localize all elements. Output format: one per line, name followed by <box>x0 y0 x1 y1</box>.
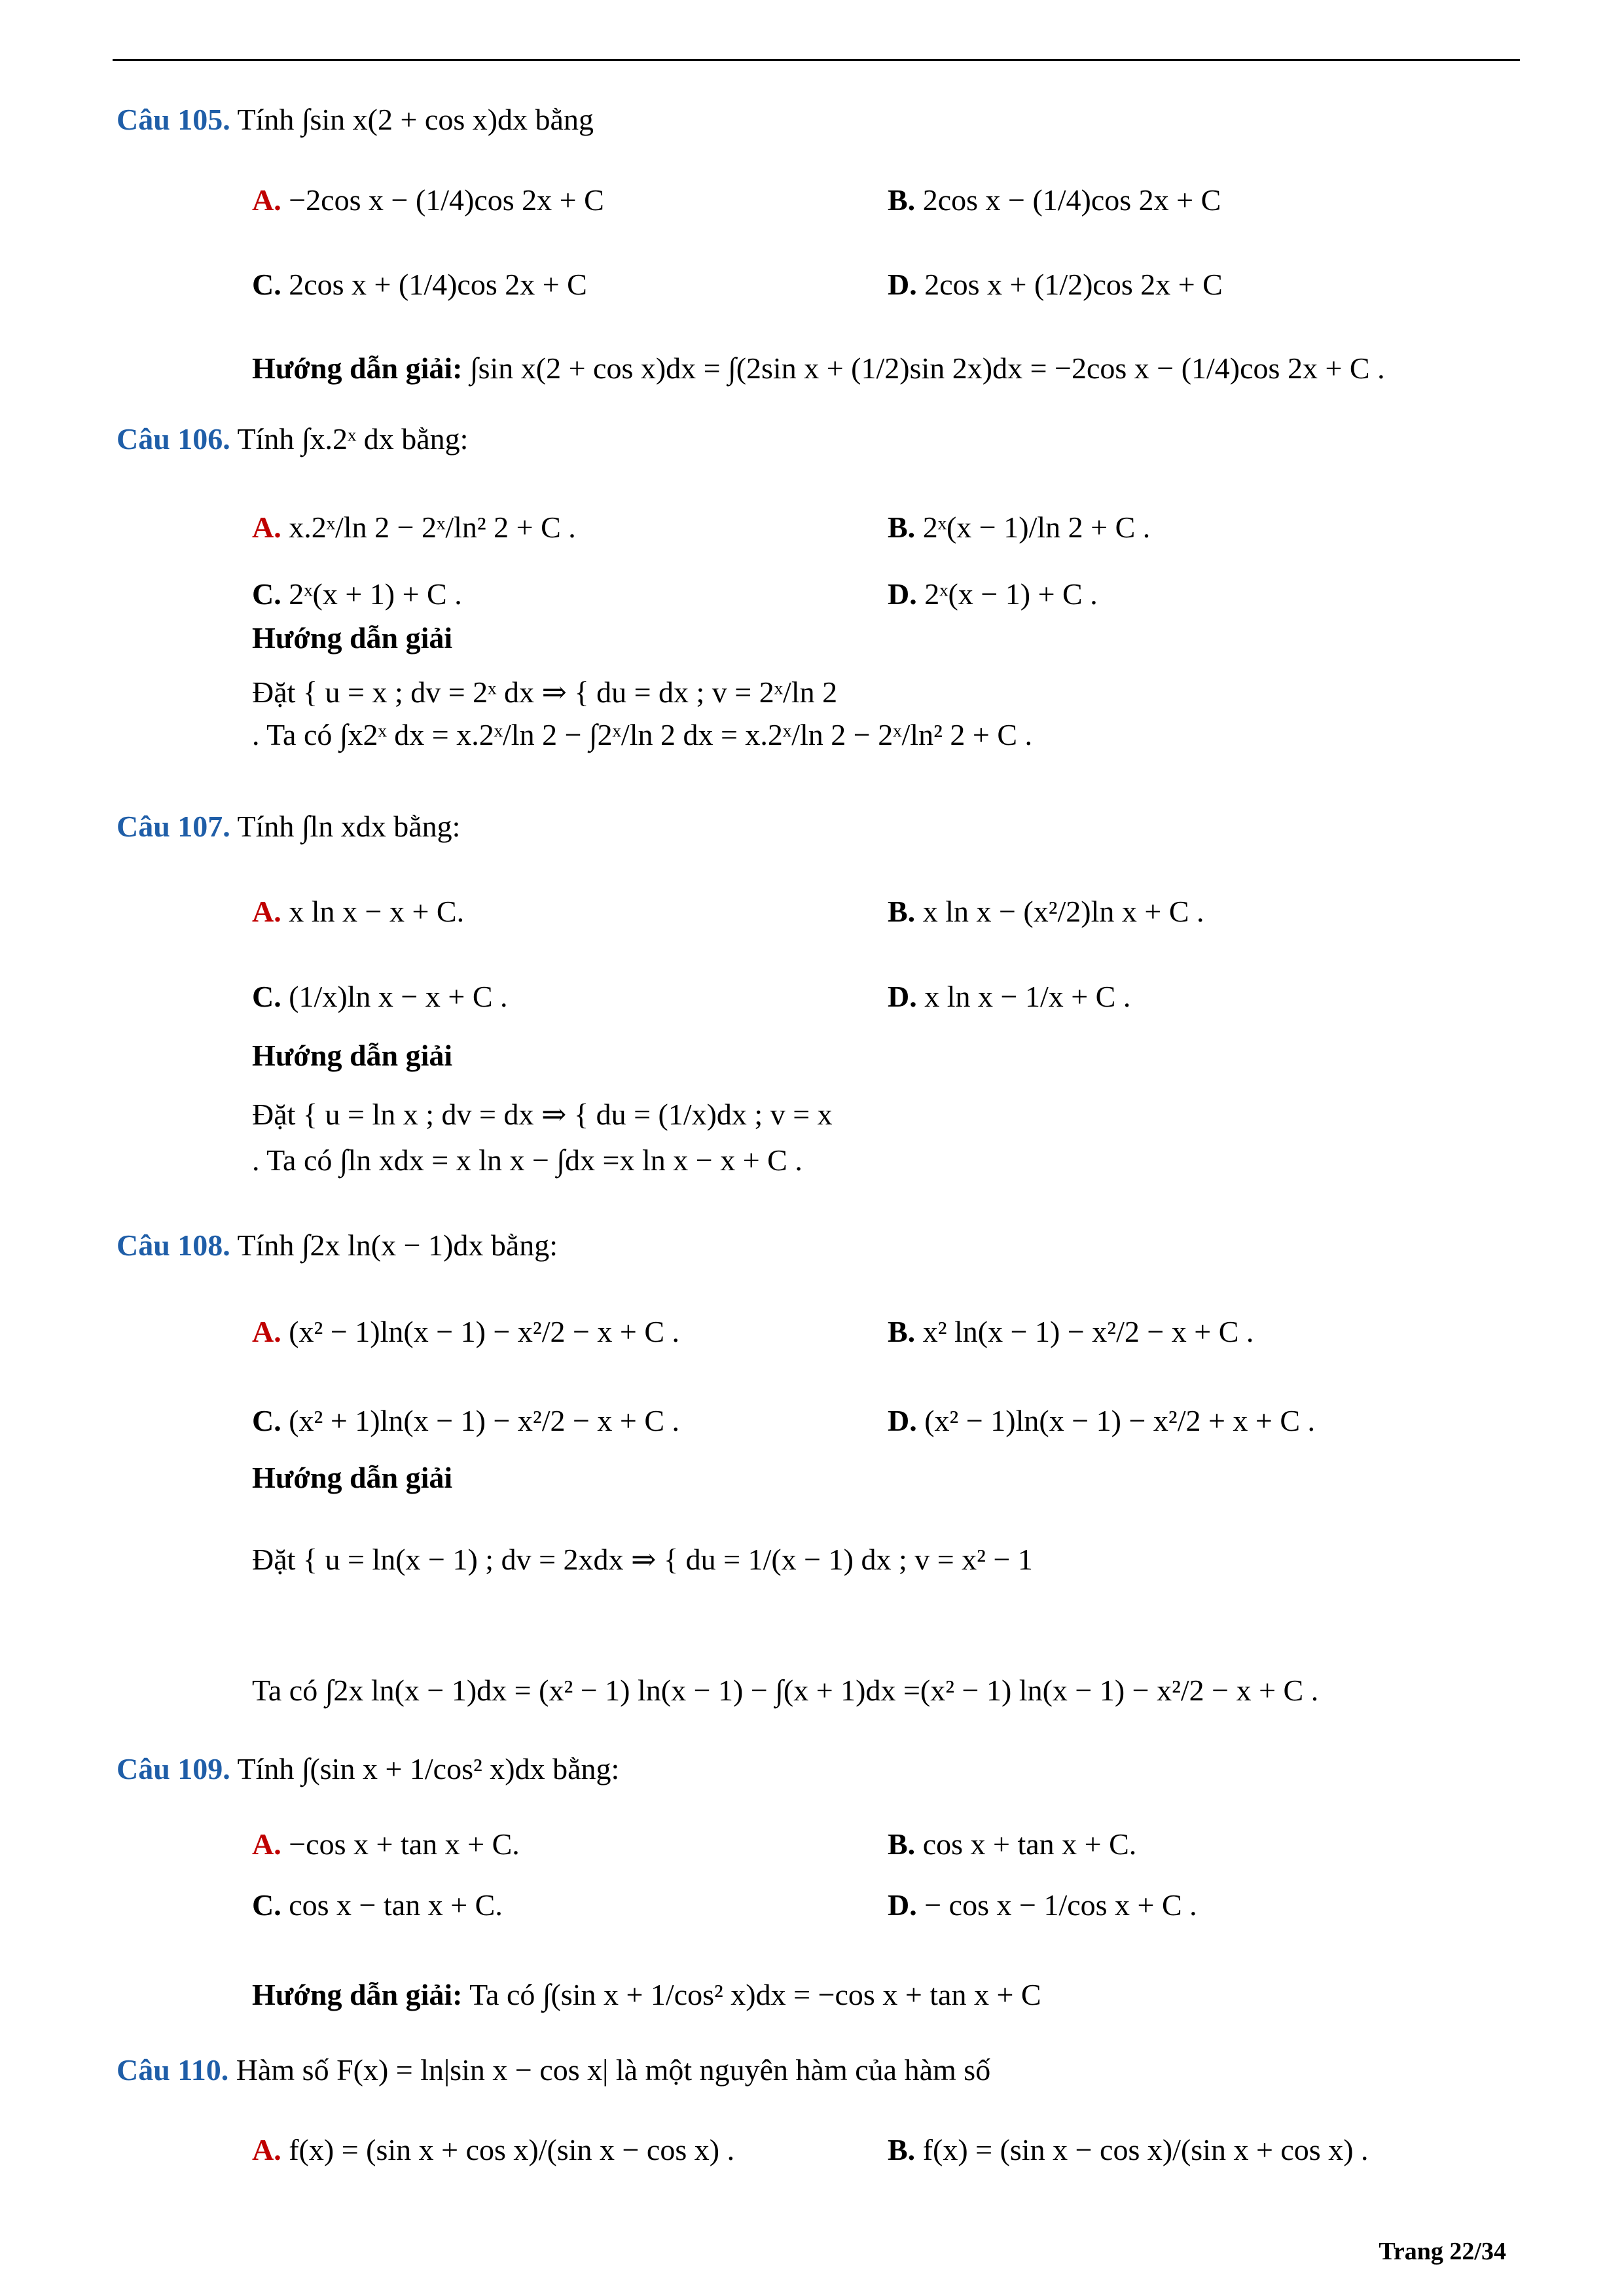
option-letter: A. <box>252 511 281 544</box>
question-label: Câu 105. <box>117 103 230 136</box>
option-a[interactable] <box>252 1829 520 1859</box>
option-text: (1/x)ln x − x + C . <box>289 980 508 1013</box>
option-text: 2cos x + (1/4)cos 2x + C <box>289 268 587 301</box>
solution-105 <box>252 353 1385 384</box>
option-c[interactable] <box>252 270 587 300</box>
solution-label: Hướng dẫn giải: <box>252 351 463 385</box>
option-b[interactable] <box>888 2135 1369 2165</box>
solution-heading: Hướng dẫn giải <box>252 621 453 655</box>
question-110 <box>117 2055 990 2085</box>
question-label: Câu 108. <box>117 1229 230 1262</box>
option-letter: C. <box>252 980 281 1013</box>
option-text: x² ln(x − 1) − x²/2 − x + C . <box>922 1315 1254 1348</box>
solution-line: Đặt { u = x ; dv = 2ˣ dx ⇒ { du = dx ; v = 2ˣ/ln 2 <box>252 675 838 709</box>
option-letter: D. <box>888 268 917 301</box>
question-stem: Tính ∫(sin x + 1/cos² x)dx bằng: <box>237 1752 620 1785</box>
option-text: − cos x − 1/cos x + C . <box>924 1888 1197 1922</box>
option-text: f(x) = (sin x + cos x)/(sin x − cos x) . <box>289 2133 735 2166</box>
question-label: Câu 106. <box>117 422 230 456</box>
option-text: (x² − 1)ln(x − 1) − x²/2 − x + C . <box>289 1315 680 1348</box>
option-d[interactable] <box>888 579 1098 609</box>
option-letter: A. <box>252 1827 281 1861</box>
question-stem: Hàm số F(x) = ln|sin x − cos x| là một nguyên hàm của hàm số <box>236 2053 991 2087</box>
option-letter: D. <box>888 1404 917 1437</box>
option-text: x ln x − (x²/2)ln x + C . <box>922 895 1204 928</box>
option-letter: B. <box>888 895 916 928</box>
option-a[interactable] <box>252 2135 734 2165</box>
question-106 <box>117 424 468 454</box>
option-text: x ln x − 1/x + C . <box>924 980 1131 1013</box>
question-108 <box>117 1230 558 1261</box>
option-text: (x² + 1)ln(x − 1) − x²/2 − x + C . <box>289 1404 680 1437</box>
option-letter: D. <box>888 980 917 1013</box>
option-text: cos x + tan x + C. <box>922 1827 1137 1861</box>
option-text: −cos x + tan x + C. <box>289 1827 520 1861</box>
option-b[interactable] <box>888 897 1204 927</box>
question-109 <box>117 1754 619 1784</box>
solution-heading: Hướng dẫn giải <box>252 1461 453 1494</box>
option-letter: B. <box>888 1315 916 1348</box>
option-b[interactable] <box>888 185 1221 215</box>
question-label: Câu 109. <box>117 1752 230 1785</box>
option-c[interactable] <box>252 982 508 1012</box>
option-letter: B. <box>888 183 916 217</box>
option-text: 2ˣ(x − 1) + C . <box>924 577 1098 611</box>
header-rule <box>113 59 1520 61</box>
solution-line: . Ta có ∫ln xdx = x ln x − ∫dx =x ln x − x + C . <box>252 1143 803 1177</box>
option-letter: B. <box>888 2133 916 2166</box>
solution-line: . Ta có ∫x2ˣ dx = x.2ˣ/ln 2 − ∫2ˣ/ln 2 dx = x.2ˣ/ln 2 − 2ˣ/ln² 2 + C . <box>252 718 1033 751</box>
option-letter: A. <box>252 2133 281 2166</box>
option-text: 2ˣ(x − 1)/ln 2 + C . <box>922 511 1151 544</box>
question-label: Câu 110. <box>117 2053 229 2087</box>
solution-line: Ta có ∫(sin x + 1/cos² x)dx = −cos x + tan x + C <box>469 1978 1041 2011</box>
option-letter: B. <box>888 1827 916 1861</box>
option-letter: C. <box>252 1404 281 1437</box>
question-stem: Tính ∫x.2ˣ dx bằng: <box>237 422 469 456</box>
solution-109 <box>252 1980 1041 2010</box>
option-text: x.2ˣ/ln 2 − 2ˣ/ln² 2 + C . <box>289 511 576 544</box>
solution-label: Hướng dẫn giải: <box>252 1978 463 2011</box>
option-text: (x² − 1)ln(x − 1) − x²/2 + x + C . <box>924 1404 1316 1437</box>
question-label: Câu 107. <box>117 810 230 843</box>
page-number: Trang 22/34 <box>1379 2238 1506 2265</box>
option-c[interactable] <box>252 1406 679 1436</box>
option-letter: C. <box>252 1888 281 1922</box>
option-c[interactable] <box>252 579 462 609</box>
question-107 <box>117 812 460 842</box>
option-letter: A. <box>252 183 281 217</box>
option-b[interactable] <box>888 1317 1254 1347</box>
option-letter: D. <box>888 1888 917 1922</box>
option-letter: A. <box>252 895 281 928</box>
question-stem: Tính ∫sin x(2 + cos x)dx bằng <box>237 103 594 136</box>
option-d[interactable] <box>888 982 1130 1012</box>
solution-line: Đặt { u = ln(x − 1) ; dv = 2xdx ⇒ { du = 1/(x − 1) dx ; v = x² − 1 <box>252 1543 1033 1576</box>
solution-line: ∫sin x(2 + cos x)dx = ∫(2sin x + (1/2)sin 2x)dx = −2cos x − (1/4)cos 2x + C . <box>469 351 1385 385</box>
question-stem: Tính ∫2x ln(x − 1)dx bằng: <box>237 1229 558 1262</box>
option-a[interactable] <box>252 185 604 215</box>
question-105 <box>117 105 594 135</box>
option-a[interactable] <box>252 1317 679 1347</box>
option-letter: D. <box>888 577 917 611</box>
option-b[interactable] <box>888 512 1150 543</box>
option-letter: C. <box>252 577 281 611</box>
option-text: cos x − tan x + C. <box>289 1888 503 1922</box>
option-b[interactable] <box>888 1829 1136 1859</box>
option-text: 2ˣ(x + 1) + C . <box>289 577 462 611</box>
option-d[interactable] <box>888 1406 1315 1436</box>
question-stem: Tính ∫ln xdx bằng: <box>237 810 461 843</box>
option-letter: A. <box>252 1315 281 1348</box>
option-a[interactable] <box>252 897 464 927</box>
solution-line: Đặt { u = ln x ; dv = dx ⇒ { du = (1/x)dx ; v = x <box>252 1098 833 1131</box>
option-d[interactable] <box>888 1890 1197 1920</box>
option-letter: C. <box>252 268 281 301</box>
option-text: −2cos x − (1/4)cos 2x + C <box>289 183 604 217</box>
option-text: f(x) = (sin x − cos x)/(sin x + cos x) . <box>922 2133 1369 2166</box>
solution-heading: Hướng dẫn giải <box>252 1039 453 1072</box>
option-text: 2cos x + (1/2)cos 2x + C <box>924 268 1223 301</box>
option-text: x ln x − x + C. <box>289 895 465 928</box>
option-c[interactable] <box>252 1890 503 1920</box>
option-text: 2cos x − (1/4)cos 2x + C <box>922 183 1221 217</box>
option-d[interactable] <box>888 270 1223 300</box>
option-a[interactable] <box>252 512 576 543</box>
solution-line: Ta có ∫2x ln(x − 1)dx = (x² − 1) ln(x − 1) − ∫(x + 1)dx =(x² − 1) ln(x − 1) − x²/2 − x + C . <box>252 1674 1319 1707</box>
option-letter: B. <box>888 511 916 544</box>
